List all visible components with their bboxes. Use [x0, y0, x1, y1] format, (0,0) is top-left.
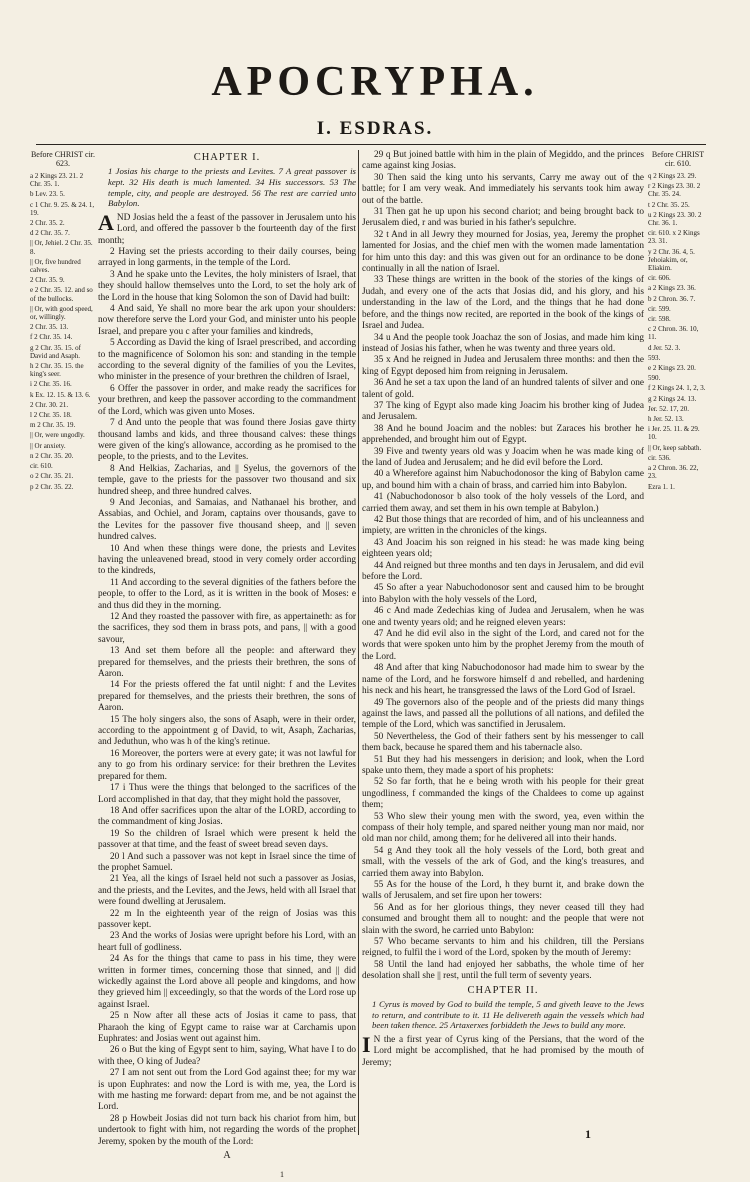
verse: 5 According as David the king of Israel prescribed, and according to the magnificence of Solomon his son: and standing in the temple according to the several dignity of the families of you the Levites, who minister in the presence of your brethren the children of Israel, — [98, 338, 356, 383]
margin-note: q 2 Kings 23. 29. — [648, 172, 697, 180]
verse: 32 t And in all Jewry they mourned for Josias, yea, Jeremy the prophet lamented for Josias, and the chief men with the women made lamentation for him unto this day: and this was given out for an ordinance to be done continually in all the nation of Israel. — [362, 229, 644, 275]
verse: 36 And he set a tax upon the land of an hundred talents of silver and one talent of gold. — [362, 378, 644, 400]
margin-note: b Lev. 23. 5. — [30, 190, 65, 199]
margin-note: r 2 Kings 23. 30. 2 Chr. 35. 24. — [648, 182, 701, 199]
verse: 57 Who became servants to him and his children, till the Persians reigned, to fulfil the i word of the Lord, spoken by the mouth of Jeremy: — [362, 937, 644, 959]
verse: 55 As for the house of the Lord, h they burnt it, and brake down the walls of Jerusalem, and set fire upon her towers: — [362, 880, 644, 902]
right-column — [362, 150, 644, 1135]
verse: 6 Offer the passover in order, and make ready the sacrifices for your brethren, and keep the passover according to the commandment of the Lord, which was given unto Moses. — [98, 383, 356, 417]
margin-note: d 2 Chr. 35. 7. — [30, 229, 70, 238]
margin-note: Before CHRIST cir. 623. — [30, 150, 96, 168]
margin-note: 2 Chr. 30. 21. — [30, 400, 69, 409]
verse: 14 For the priests offered the fat until night: f and the Levites prepared for themselves, and the priests their brethren, the sons of Aaron. — [98, 680, 356, 714]
verse: 10 And when these things were done, the priests and Levites having the unleavened bread, stood in very comely order according to the kindreds, — [98, 543, 356, 577]
margin-note: f 2 Chr. 35. 14. — [30, 333, 73, 342]
margin-note: g 2 Chr. 35. 15. of David and Asaph. — [30, 343, 81, 360]
left-column — [98, 150, 356, 1162]
margin-note: Jer. 52. 17, 20. — [648, 404, 690, 413]
margin-note: t 2 Chr. 35. 25. — [648, 200, 690, 209]
margin-note: 593. — [648, 353, 661, 362]
verse: 37 The king of Egypt also made king Joacim his brother king of Judea and Jerusalem. — [362, 400, 644, 423]
right-margin-notes — [648, 150, 708, 1150]
margin-note: Ezra 1. 1. — [648, 482, 675, 491]
margin-note: l 2 Chr. 35. 18. — [30, 411, 72, 420]
verse: 12 And they roasted the passover with fire, as appertaineth: as for the sacrifices, they sod them in brass pots, and pans, || with a good savour, — [98, 612, 356, 645]
verse: 8 And Helkias, Zacharias, and || Syelus, the governors of the temple, gave to the priests for the passover two thousand and six hundred sheep, and three hundred calves. — [98, 463, 356, 497]
verse: 51 But they had his messengers in derision; and look, when the Lord spake unto them, they made a sport of his prophets: — [362, 754, 644, 776]
margin-note: n 2 Chr. 35. 20. — [30, 451, 74, 460]
margin-note: e 2 Chr. 35. 12. and so of the bullocks. — [30, 286, 93, 303]
chapter-summary: 1 Cyrus is moved by God to build the temple, 5 and giveth leave to the Jews to return, and contribute to it. 11 He delivereth again the vessels which had been taken thence. 25 Artaxerxes forbiddeth the Jews to build any more. — [372, 999, 644, 1031]
margin-note: 2 Chr. 35. 13. — [30, 323, 69, 332]
verse: 56 And as for her glorious things, they never ceased till they had consumed and brought them all to nought: and the people that were not slain with the sword, he carried unto Babylon: — [362, 902, 644, 936]
verse: 46 c And made Zedechias king of Judea and Jerusalem, when he was one and twenty years old; and he reigned eleven years: — [362, 606, 644, 628]
verse-list — [98, 247, 356, 1148]
margin-note: || Or, five hundred calves. — [30, 257, 81, 275]
verse: 49 The governors also of the people and of the priests did many things against the laws, and passed all the pollutions of all nations, and defiled the temple of the Lord, which was sanctified in Jerusalem. — [362, 697, 644, 731]
margin-note: i 2 Chr. 35. 16. — [30, 380, 72, 389]
margin-note: o 2 Chr. 35. 21. — [30, 472, 74, 481]
verse: 43 And Joacim his son reigned in his stead: he was made king being eighteen years old; — [362, 537, 644, 560]
chapter-heading: CHAPTER II. — [467, 984, 539, 996]
book-title: I. ESDRAS. — [316, 118, 434, 139]
verse: 58 Until the land had enjoyed her sabbaths, the whole time of her desolation shall she || rest, until the full term of seventy years. — [362, 959, 644, 982]
verse-text: ND Josias held the a feast of the passover in Jerusalem unto his Lord, and offered the passover b the fourteenth day of the first month; — [98, 212, 356, 246]
apocrypha-title: APOCRYPHA. — [211, 59, 539, 105]
margin-note: cir. 610. x 2 Kings 23. 31. — [648, 229, 700, 246]
verse-first — [362, 1031, 644, 1069]
margin-note: cir. 598. — [648, 315, 671, 324]
verse: 21 Yea, all the kings of Israel held not such a passover as Josias, and the priests, and the Levites, and the Jews, held with all Israel that were found dwelling at Jerusalem. — [98, 874, 356, 908]
verse-list — [362, 150, 644, 983]
verse: 44 And reigned but three months and ten days in Jerusalem, and did evil before the Lord. — [362, 560, 644, 583]
verse: 40 a Wherefore against him Nabuchodonosor the king of Babylon came up, and bound him with a chain of brass, and carried him into Babylon. — [362, 469, 644, 491]
verse: 35 x And he reigned in Judea and Jerusalem three months: and then the king of Egypt deposed him from reigning in Jerusalem. — [362, 355, 644, 377]
verse: 11 And according to the several dignities of the fathers before the people, to offer to the Lord, as it is written in the book of Moses: e and thus did they in the morning. — [98, 577, 356, 611]
margin-note: cir. 536. — [648, 453, 671, 462]
chapter-heading: CHAPTER I. — [193, 152, 261, 163]
verse: 24 As for the things that came to pass in his time, they were written in former times, concerning those that sinned, and || did wickedly against the Lord above all people and kingdoms, and how they grieved him || exceedingly, so that the words of the Lord rose up against Israel. — [98, 954, 356, 1010]
margin-note: b 2 Chron. 36. 7. — [648, 294, 696, 303]
margin-note: f 2 Kings 24. 1, 2, 3. — [648, 384, 706, 393]
margin-note: u 2 Kings 23. 30. 2 Chr. 36. 1. — [648, 210, 702, 228]
margin-note: p 2 Chr. 35. 22. — [30, 482, 74, 491]
verse: 38 And he bound Joacim and the nobles: but Zaraces his brother he apprehended, and brought him out of Egypt. — [362, 423, 644, 446]
signature-mark: A — [223, 1150, 231, 1162]
margin-note: 2 Chr. 35. 2. — [30, 219, 65, 228]
footer-mark: 1 — [280, 1170, 284, 1179]
verse-first — [98, 209, 356, 247]
verse: 9 And Jeconias, and Samaias, and Nathanael his brother, and Assabias, and Ochiel, and Joram, captains over thousands, gave to the Levites for the passover five thousand sheep, and || seven hundred calves. — [98, 497, 356, 543]
margin-note: a 2 Chron. 36. 22, 23. — [648, 464, 699, 481]
verse: 22 m In the eighteenth year of the reign of Josias was this passover kept. — [98, 908, 356, 930]
margin-note: || Or, keep sabbath. — [648, 443, 702, 452]
verse: 29 q But joined battle with him in the plain of Megiddo, and the princes came against king Josias. — [362, 150, 644, 172]
verse: 53 Who slew their young men with the sword, yea, even within the compass of their holy temple, and spared neither young man nor maid, nor old man nor child, among them; for he delivered all into their hands. — [362, 811, 644, 845]
margin-note: 2 Chr. 35. 9. — [30, 276, 65, 285]
margin-note: i Jer. 25. 11. & 29. 10. — [648, 425, 700, 442]
verse: 23 And the works of Josias were upright before his Lord, with an heart full of godliness. — [98, 931, 356, 953]
margin-note: || Or, Jehiel. 2 Chr. 35. 8. — [30, 239, 93, 256]
verse: 39 Five and twenty years old was y Joacim when he was made king of the land of Judea and Jerusalem; and he did evil before the Lord. — [362, 446, 644, 468]
verse: 3 And he spake unto the Levites, the holy ministers of Israel, that they should hallow themselves unto the Lord, to set the holy ark of the Lord in the house that king Solomon the son of David had built: — [98, 269, 356, 303]
verse: 25 n Now after all these acts of Josias it came to pass, that Pharaoh the king of Egypt came to raise war at Carchamis upon Euphrates: and Josias went out against him. — [98, 1011, 356, 1045]
verse: 42 But those things that are recorded of him, and of his uncleanness and impiety, are written in the chronicles of the kings. — [362, 515, 644, 537]
page-number: 1 — [585, 1127, 591, 1141]
margin-note: k Ex. 12. 15. & 13. 6. — [30, 390, 91, 399]
margin-note: cir. 610. — [30, 462, 53, 471]
column-divider — [358, 150, 359, 1135]
verse: 41 (Nabuchodonosor b also took of the holy vessels of the Lord, and carried them away, and set them in his own temple at Babylon.) — [362, 492, 644, 514]
verse: 17 i Thus were the things that belonged to the sacrifices of the Lord accomplished in that day, that they might hold the passover, — [98, 783, 356, 805]
margin-note: a 2 Kings 23. 21. 2 Chr. 35. 1. — [30, 172, 84, 189]
drop-cap: A — [98, 209, 114, 235]
margin-note: h Jer. 52. 13. — [648, 415, 684, 424]
margin-note: || Or, were ungodly. — [30, 431, 85, 440]
verse: 50 Nevertheless, the God of their fathers sent by his messenger to call them back, because he spared them and his tabernacle also. — [362, 731, 644, 754]
top-rule — [36, 144, 706, 145]
verse: 27 I am not sent out from the Lord God against thee; for my war is upon Euphrates: and now the Lord is with me, yea, the Lord is with me hasting me forward: depart from me, and be not against the Lord. — [98, 1068, 356, 1113]
margin-note: d Jer. 52. 3. — [648, 343, 681, 352]
margin-note: Before CHRIST cir. 610. — [651, 150, 705, 168]
margin-note: m 2 Chr. 35. 19. — [30, 421, 76, 430]
margin-note: c 2 Chron. 36. 10, 11. — [648, 325, 699, 342]
margin-note: || Or, with good speed, or, willingly. — [30, 304, 93, 322]
chapter-summary: 1 Josias his charge to the priests and Levites. 7 A great passover is kept. 32 His death is much lamented. 34 His successors. 53 The temple, city, and people are destroyed. 56 The rest are carried unto Babylon. — [108, 166, 356, 209]
verse: 26 o But the king of Egypt sent to him, saying, What have I to do with thee, O king of Judea? — [98, 1045, 356, 1067]
verse: 15 The holy singers also, the sons of Asaph, were in their order, according to the appointment g of David, to wit, Asaph, Zacharias, and Jeduthun, who was h of the king's retinue. — [98, 714, 356, 748]
drop-cap: I — [362, 1031, 371, 1057]
left-margin-notes — [30, 150, 96, 1150]
verse: 48 And after that king Nabuchodonosor had made him to swear by the name of the Lord, and he forswore himself d and rebelled, and hardening his neck and his heart, he transgressed the laws of the Lord God of Israel. — [362, 663, 644, 697]
verse: 54 g And they took all the holy vessels of the Lord, both great and small, with the vessels of the ark of God, and the king's treasures, and carried them away into Babylon. — [362, 845, 644, 879]
verse: 47 And he did evil also in the sight of the Lord, and cared not for the words that were spoken unto him by the prophet Jeremy from the mouth of the Lord. — [362, 629, 644, 662]
margin-note: e 2 Kings 23. 20. — [648, 364, 696, 373]
verse: 20 l And such a passover was not kept in Israel since the time of the prophet Samuel. — [98, 851, 356, 873]
verse: 7 d And unto the people that was found there Josias gave thirty thousand lambs and kids, and three thousand calves: these things were given of the king's allowance, according as he promised to the people, to the priests, and to the Levites. — [98, 418, 356, 463]
verse: 33 These things are written in the book of the stories of the kings of Judah, and every one of the acts that Josias did, and his glory, and his understanding in the law of the Lord, and the things that he had done before, and the things now recited, are reported in the book of the kings of Israel and Judea. — [362, 275, 644, 332]
margin-note: cir. 599. — [648, 304, 671, 313]
verse: 31 Then gat he up upon his second chariot; and being brought back to Jerusalem died, r and was buried in his father's sepulchre. — [362, 207, 644, 229]
margin-note: a 2 Kings 23. 36. — [648, 284, 696, 293]
verse-text: N the a first year of Cyrus king of the Persians, that the word of the Lord might be accomplished, that he had promised by the mouth of Jeremy; — [362, 1034, 644, 1068]
verse: 4 And said, Ye shall no more bear the ark upon your shoulders: now therefore serve the Lord your God, and minister unto his people Israel, and prepare you c after your families and kindreds, — [98, 304, 356, 337]
verse: 19 So the children of Israel which were present k held the passover at that time, and the feast of sweet bread seven days. — [98, 828, 356, 851]
margin-note: || Or anxiety. — [30, 441, 66, 450]
margin-note: g 2 Kings 24. 13. — [648, 394, 697, 403]
verse: 13 And set them before all the people: and afterward they prepared for themselves, and the priests their brethren, the sons of Aaron. — [98, 646, 356, 680]
verse: 34 u And the people took Joachaz the son of Josias, and made him king instead of Josias his father, when he was twenty and three years old. — [362, 332, 644, 354]
verse: 45 So after a year Nabuchodonosor sent and caused him to be brought into Babylon with the holy vessels of the Lord, — [362, 583, 644, 605]
margin-note: cir. 606. — [648, 274, 671, 283]
margin-note: y 2 Chr. 36. 4, 5. Jehoiakim, or, Eliakim. — [648, 247, 695, 273]
verse: 16 Moreover, the porters were at every gate; it was not lawful for any to go from his ordinary service: for their brethren the Levites prepared for them. — [98, 748, 356, 782]
verse: 30 Then said the king unto his servants, Carry me away out of the battle; for I am very weak. And immediately his servants took him away out of the battle. — [362, 172, 644, 206]
verse: 28 p Howbeit Josias did not turn back his chariot from him, but undertook to fight with him, not regarding the words of the prophet Jeremy, spoken by the mouth of the Lord: — [98, 1113, 356, 1147]
margin-note: h 2 Chr. 35. 15. the king's seer. — [30, 362, 84, 379]
margin-note: c 1 Chr. 9. 25. & 24. 1, 19. — [30, 200, 95, 217]
margin-note: 590. — [648, 374, 661, 383]
verse: 52 So far forth, that he e being wroth with his people for their great ungodliness, f commanded the kings of the Chaldees to come up against them; — [362, 777, 644, 811]
verse: 2 Having set the priests according to their daily courses, being arrayed in long garments, in the temple of the Lord. — [98, 247, 356, 269]
verse: 18 And offer sacrifices upon the altar of the LORD, according to the commandment of king Josias. — [98, 805, 356, 828]
